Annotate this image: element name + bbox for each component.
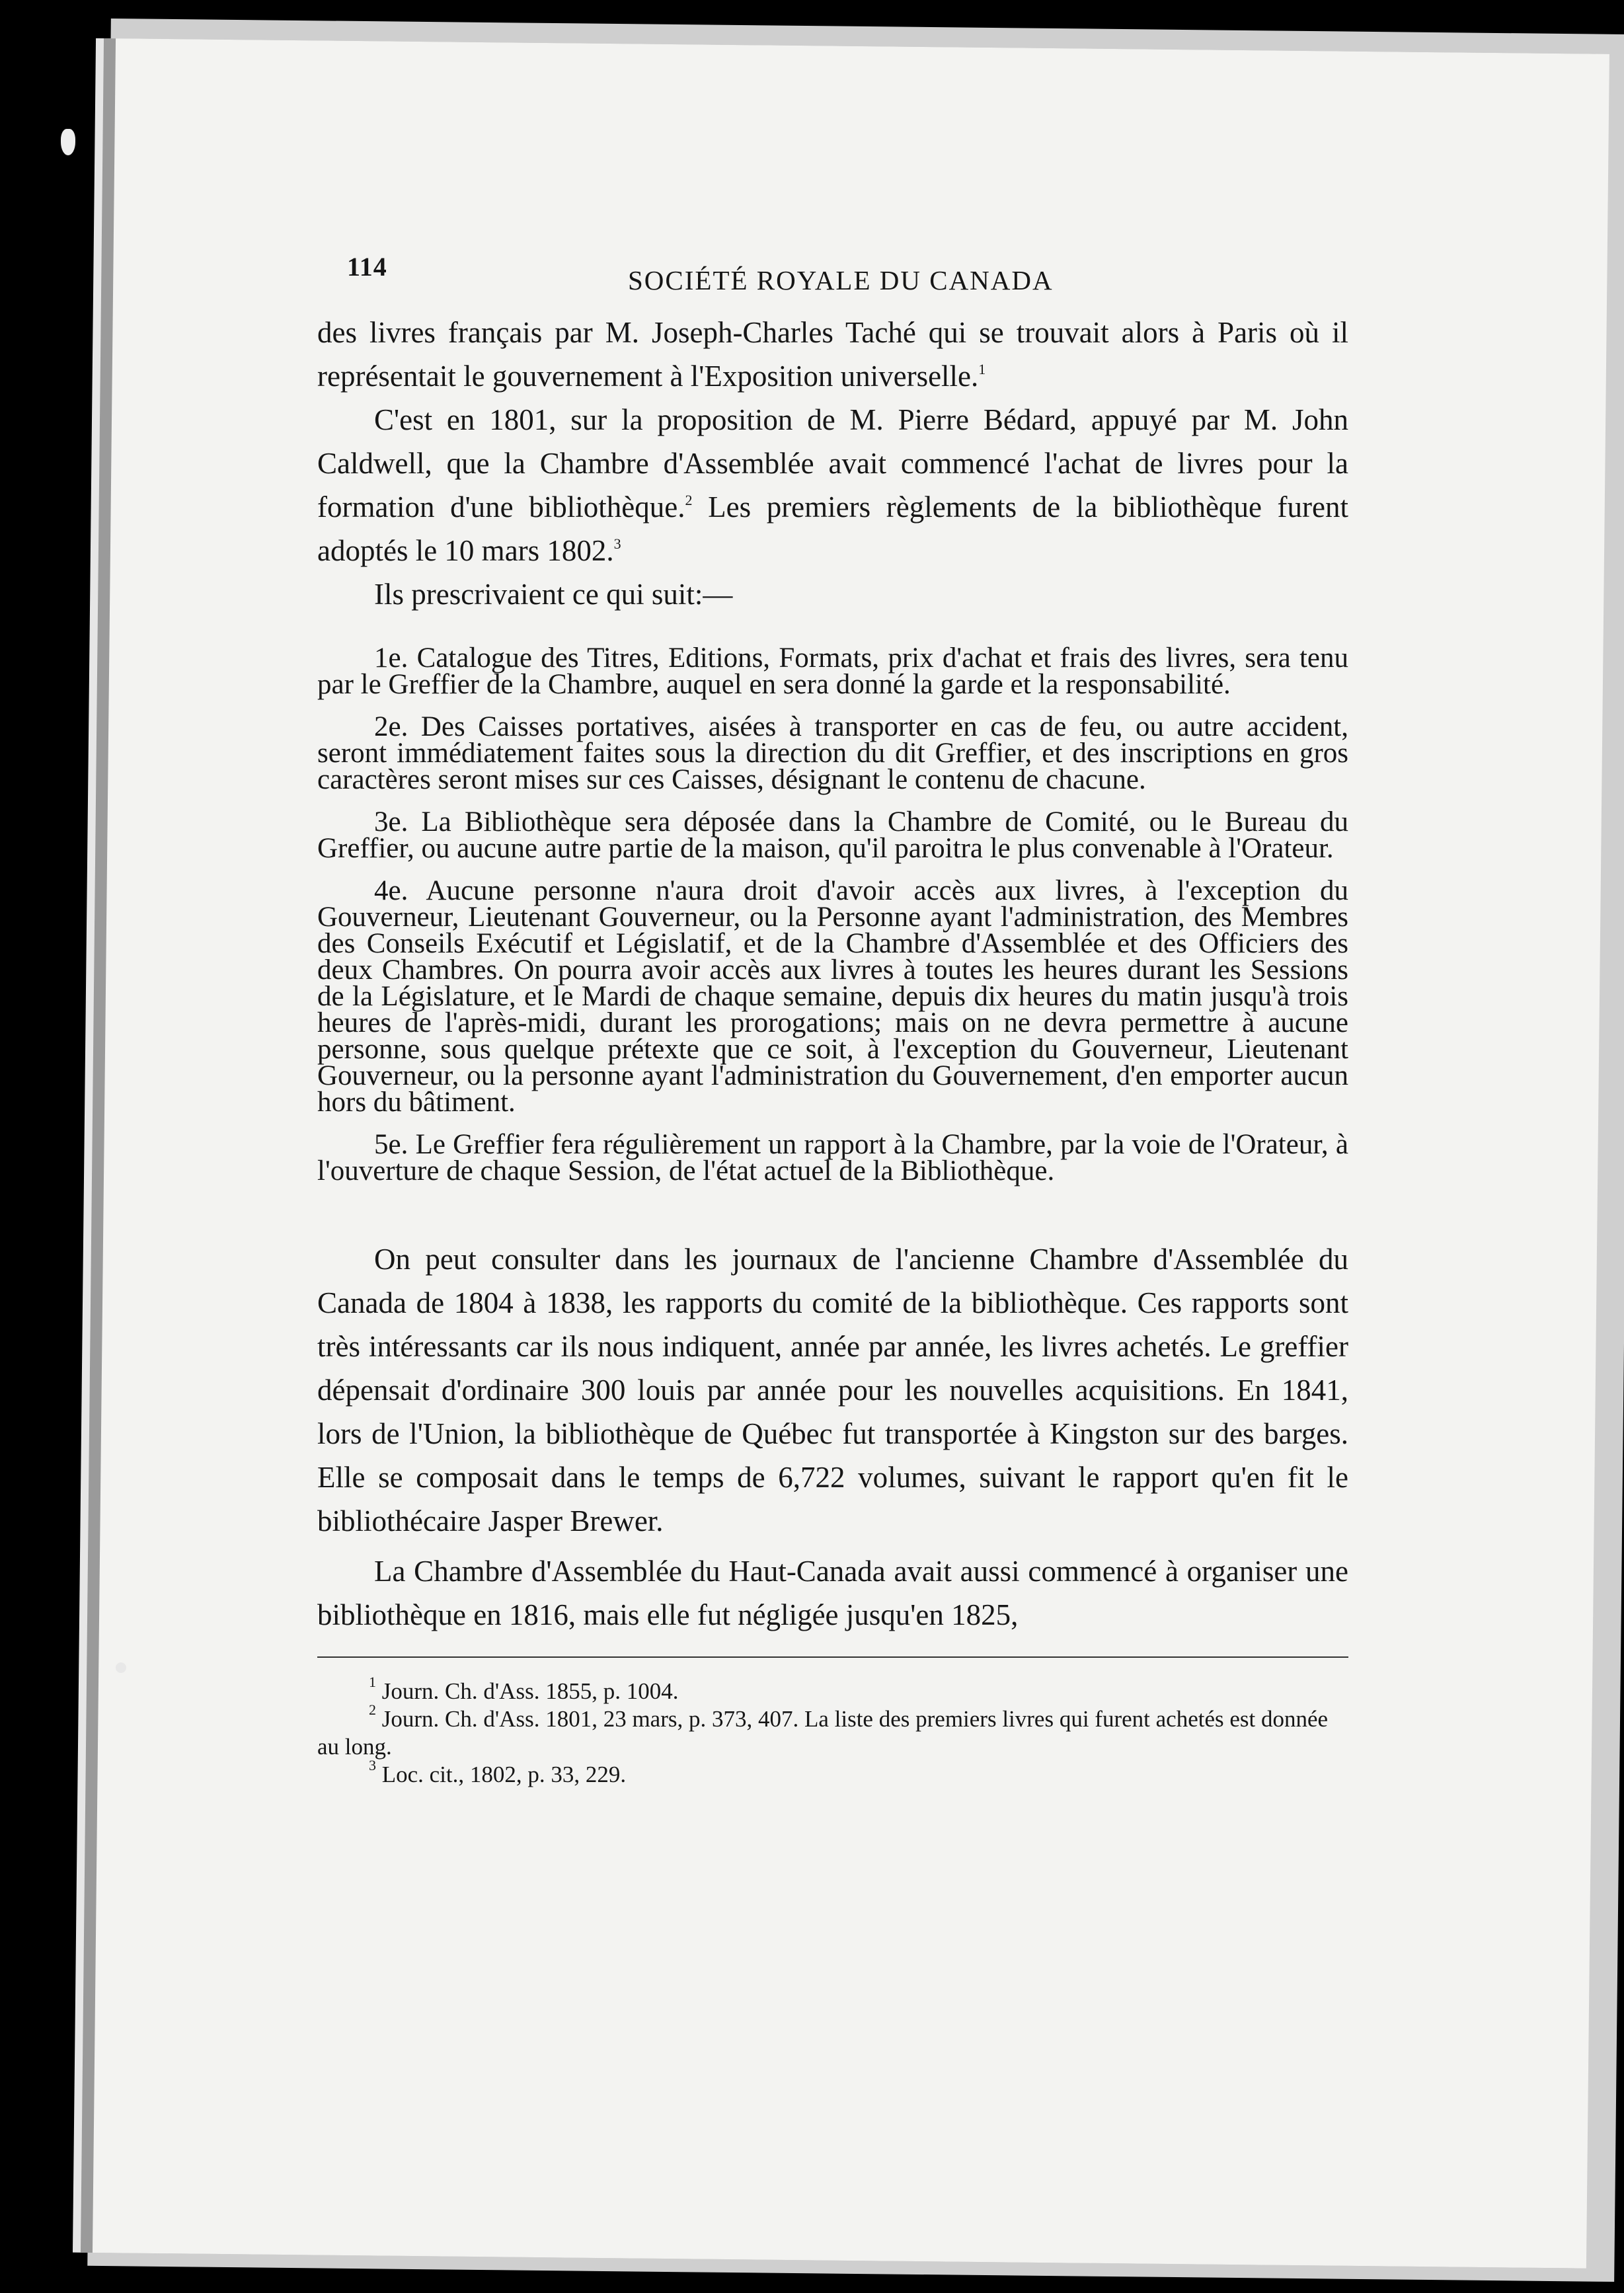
- section-gap: [317, 1185, 1348, 1237]
- paragraph-3: Ils prescrivaient ce qui suit:—: [374, 578, 733, 611]
- page-number: 114: [347, 252, 387, 282]
- regulation-2: 2e. Des Caisses portatives, aisées à transporter en cas de feu, ou autre accident, seront immédiatement faites sous la direction du dit Greffier, et des inscriptions en gros caractères seront mises sur ces Caisses, désignant le contenu de chacune.: [317, 711, 1348, 795]
- footnote-ref-1: 1: [978, 361, 986, 377]
- scan-artifact-mark: [61, 129, 75, 155]
- paragraph-2: [317, 398, 1348, 572]
- footnote-3-mark: 3: [369, 1757, 376, 1773]
- footnote-1-mark: 1: [369, 1674, 376, 1690]
- regulation-1: 1e. Catalogue des Titres, Editions, Formats, prix d'achat et frais des livres, sera tenu par le Greffier de la Chambre, auquel en sera donné la garde et la responsabilité.: [317, 642, 1348, 700]
- running-head: SOCIÉTÉ ROYALE DU CANADA: [628, 265, 1054, 295]
- regulation-5: 5e. Le Greffier fera régulièrement un rapport à la Chambre, par la voie de l'Orateur, à l'ouverture de chaque Session, de l'état actuel de la Bibliothèque.: [317, 1129, 1348, 1186]
- paragraph-2-text-a: C'est en 1801, sur la proposition de M. Pierre Bédard, appuyé par M. John Caldwell, que la Chambre d'Assemblée avait commencé l'achat de livres pour la formation d'une bibliothèque.: [317, 403, 1348, 524]
- regulation-3: 3e. La Bibliothèque sera déposée dans la Chambre de Comité, ou le Bureau du Greffier, ou aucune autre partie de la maison, qu'il paroitra le plus convenable à l'Orateur.: [317, 806, 1348, 864]
- regulation-4: 4e. Aucune personne n'aura droit d'avoir accès aux livres, à l'exception du Gouverneur, Lieutenant Gouverneur, ou la Personne ayant l'administration, des Membres des Conseils Exécutif et Législatif, et de la Chambre d'Assemblée et des Officiers des deux Chambres. On pourra avoir accès aux livres à toutes les heures durant les Sessions de la Législature, et le Mardi de chaque semaine, depuis dix heures du matin jusqu'à trois heures de l'après-midi, durant les prorogations; mais on ne devra permettre à aucune personne, sous quelque prétexte que ce soit, à l'exception du Gouverneur, Lieutenant Gouverneur, ou la personne ayant l'administration du Gouvernement, d'en emporter aucun hors du bâtiment.: [317, 875, 1348, 1118]
- footnote-divider: [317, 1656, 1348, 1658]
- paragraph-5: La Chambre d'Assemblée du Haut-Canada avait aussi commencé à organiser une bibliothèque en 1816, mais elle fut négligée jusqu'en 1825,: [317, 1555, 1348, 1631]
- footnote-1: [317, 1674, 1348, 1705]
- footnote-3: [317, 1757, 1348, 1789]
- page-header: [317, 251, 1348, 311]
- footnote-1-text: Journ. Ch. d'Ass. 1855, p. 1004.: [381, 1678, 679, 1704]
- scan-artifact-dot: [116, 1662, 126, 1673]
- footnote-ref-2: 2: [685, 492, 693, 508]
- footnote-3-text: Loc. cit., 1802, p. 33, 229.: [381, 1762, 627, 1787]
- paragraph-1: [317, 311, 1348, 398]
- paragraph-2-text-b: Les premiers règlements de la bibliothèque furent adoptés le 10 mars 1802.: [317, 490, 1349, 567]
- footnote-2: [317, 1701, 1348, 1761]
- footnote-ref-3: 3: [613, 535, 621, 552]
- footnote-2-text: Journ. Ch. d'Ass. 1801, 23 mars, p. 373, 407. La liste des premiers livres qui furent achetés est donnée au long.: [317, 1706, 1329, 1760]
- paragraph-1-text: des livres français par M. Joseph-Charles Taché qui se trouvait alors à Paris où il représentait le gouvernement à l'Exposition universelle.: [317, 316, 1348, 393]
- page-content: [317, 251, 1348, 1789]
- footnotes: [317, 1674, 1348, 1789]
- paragraph-4: On peut consulter dans les journaux de l'ancienne Chambre d'Assemblée du Canada de 1804 à 1838, les rapports du comité de la bibliothèque. Ces rapports sont très intéressants car ils nous indiquent, année par année, les livres achetés. Le greffier dépensait d'ordinaire 300 louis par année pour les nouvelles acquisitions. En 1841, lors de l'Union, la bibliothèque de Québec fut transportée à Kingston sur des barges. Elle se composait dans le temps de 6,722 volumes, suivant le rapport qu'en fit le bibliothécaire Jasper Brewer.: [317, 1243, 1348, 1537]
- footnote-2-mark: 2: [369, 1701, 376, 1718]
